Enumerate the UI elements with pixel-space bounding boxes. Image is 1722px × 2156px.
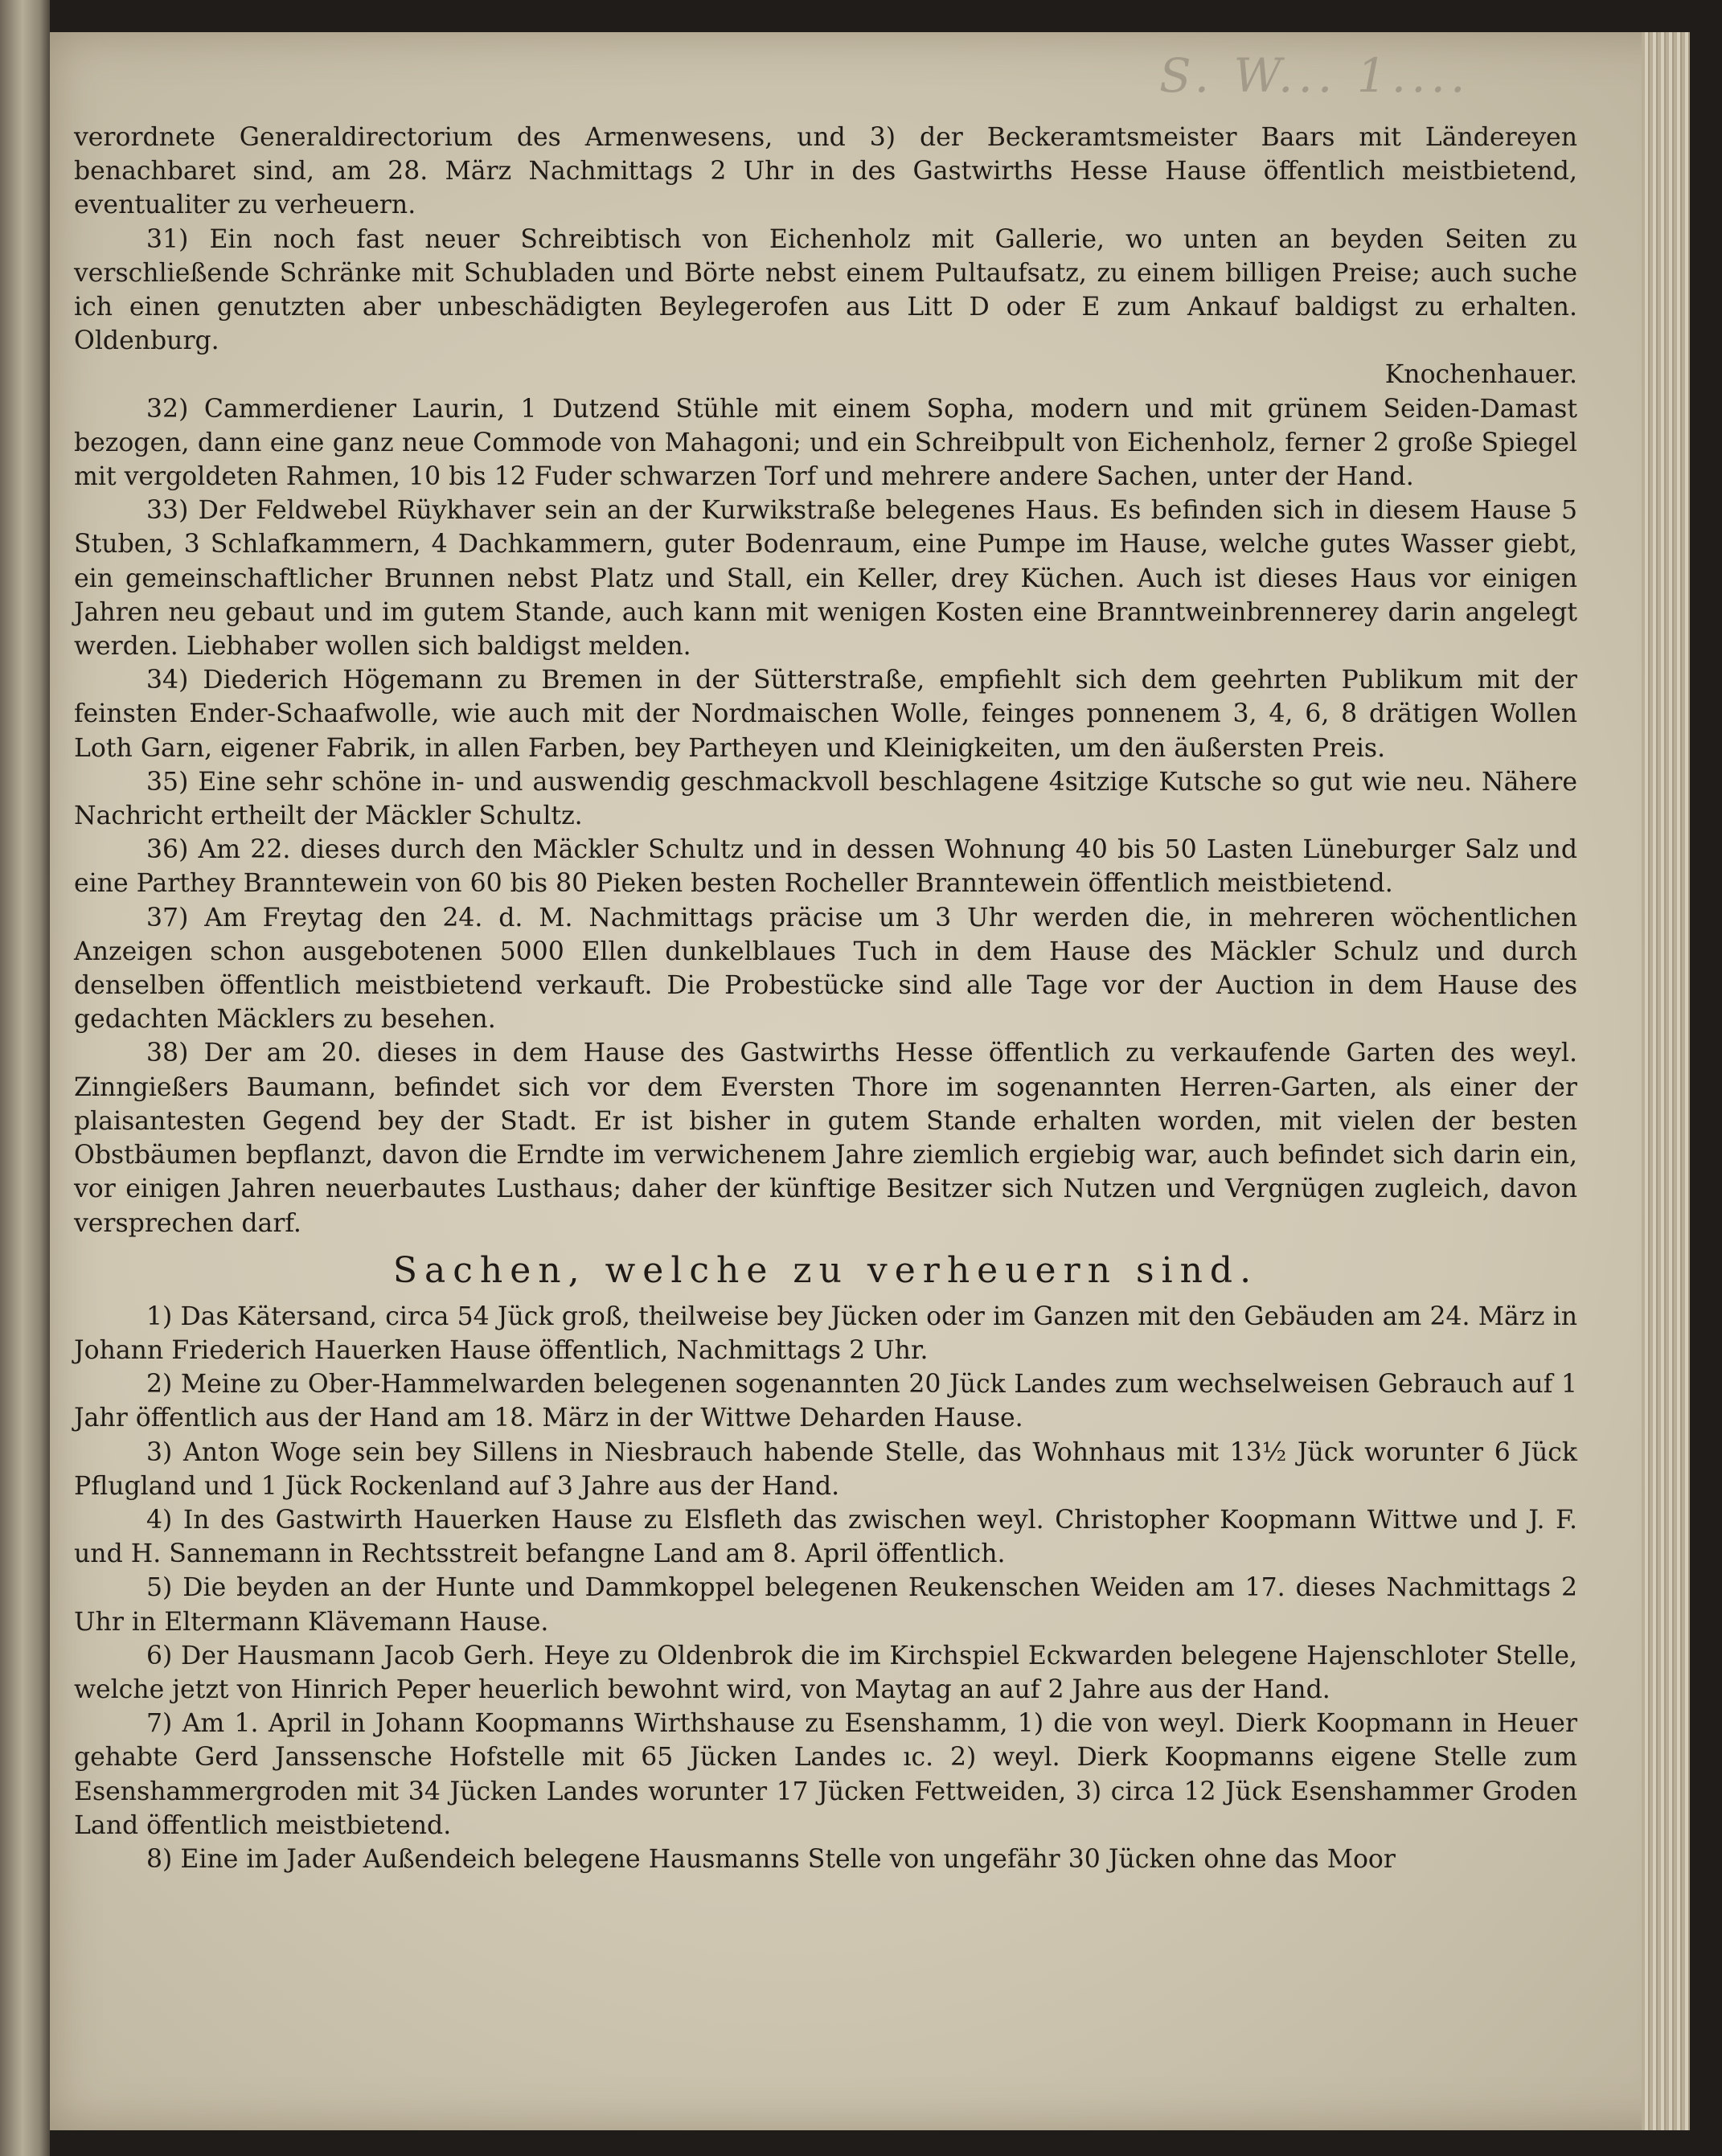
rental-4: 4) In des Gastwirth Hauerken Hause zu Elsfleth das zwischen weyl. Christopher Koopmann Wittwe und J. F. und H. Sannemann in Rechtsstreit befangne Land am 8. April öffentlich. [74,1505,1577,1569]
rental-5: 5) Die beyden an der Hunte und Dammkoppel belegenen Reukenschen Weiden am 17. dieses Nachmittags 2 Uhr in Eltermann Klävemann Hause. [74,1573,1577,1637]
rental-8: 8) Eine im Jader Außendeich belegene Hausmanns Stelle von ungefähr 30 Jücken ohne das Moor [146,1844,1396,1874]
notice-36: 36) Am 22. dieses durch den Mäckler Schultz und in dessen Wohnung 40 bis 50 Lasten Lüneburger Salz und eine Parthey Branntewein von 60 bis 80 Pieken besten Rocheller Branntewein öffentlich meistbietend. [74,835,1577,899]
section-heading: Sachen, welche zu verheuern sind. [392,1249,1259,1291]
notice-32: 32) Cammerdiener Laurin, 1 Dutzend Stühle mit einem Sopha, modern und mit grünem Seiden-Damast bezogen, dann eine ganz neue Commode von Mahagoni; und ein Schreibpult von Eichenholz, ferner 2 große Spiegel mit vergoldeten Rahmen, 10 bis 12 Fuder schwarzen Torf und mehrere andere Sachen, unter der Hand. [74,394,1577,492]
notice-31-signature: Knochenhauer. [1384,360,1577,390]
notice-37: 37) Am Freytag den 24. d. M. Nachmittags präcise um 3 Uhr werden die, in mehreren wöchentlichen Anzeigen schon ausgebotenen 5000 Ellen dunkelblaues Tuch in dem Hause des Mäckler Schulz und durch denselben öffentlich meistbietend verkauft. Die Probestücke sind alle Tage vor der Auction in dem Hause des gedachten Mäcklers zu besehen. [74,903,1577,1035]
notice-31: 31) Ein noch fast neuer Schreibtisch von Eichenholz mit Gallerie, wo unten an beyden Seiten zu verschließende Schränke mit Schubladen und Börte nebst einem Pultaufsatz, zu einem billigen Preise; auch suche ich einen genutzten aber unbeschädigten Beylegerofen aus Litt D oder E zum Ankauf baldigst zu erhalten. Oldenburg. [74,224,1577,356]
rental-1: 1) Das Kätersand, circa 54 Jück groß, theilweise bey Jücken oder im Ganzen mit den Gebäuden am 24. März in Johann Friederich Hauerken Hause öffentlich, Nachmittags 2 Uhr. [74,1301,1577,1365]
rental-6: 6) Der Hausmann Jacob Gerh. Heye zu Oldenbrok die im Kirchspiel Eckwarden belegene Hajenschloter Stelle, welche jetzt von Hinrich Peper heuerlich bewohnt wird, von Maytag an auf 2 Jahre aus der Hand. [74,1641,1577,1704]
rental-7: 7) Am 1. April in Johann Koopmanns Wirthshause zu Esenshamm, 1) die von weyl. Dierk Koopmann in Heuer gehabte Gerd Janssensche Hofstelle mit 65 Jücken Landes ıc. 2) weyl. Dierk Koopmanns eigene Stelle zum Esenshammergroden mit 34 Jücken Landes worunter 17 Jücken Fettweiden, 3) circa 12 Jück Esenshammer Groden Land öffentlich meistbietend. [74,1709,1577,1840]
facing-page-edge [0,0,50,2156]
rental-3: 3) Anton Woge sein bey Sillens in Niesbrauch habende Stelle, das Wohnhaus mit 13½ Jück worunter 6 Jück Pflugland und 1 Jück Rockenland auf 3 Jahre aus der Hand. [74,1437,1577,1501]
notice-33: 33) Der Feldwebel Rüykhaver sein an der Kurwikstraße belegenes Haus. Es befinden sich in diesem Hause 5 Stuben, 3 Schlafkammern, 4 Dachkammern, guter Bodenraum, eine Pumpe im Hause, welche gutes Wasser giebt, ein gemeinschaftlicher Brunnen nebst Platz und Stall, ein Keller, drey Küchen. Auch ist dieses Haus vor einigen Jahren neu gebaut und im gutem Stande, auch kann mit wenigen Kosten eine Branntweinbrennerey darin angelegt werden. Liebhaber wollen sich baldigst melden. [74,496,1577,662]
notice-38: 38) Der am 20. dieses in dem Hause des Gastwirths Hesse öffentlich zu verkaufende Garten des weyl. Zinngießers Baumann, befindet sich vor dem Eversten Thore im sogenannten Herren-Garten, als einer der plaisantesten Gegend bey der Stadt. Er ist bisher in gutem Stande erhalten worden, mit vielen der besten Obstbäumen bepflanzt, davon die Erndte im verwichenem Jahre ziemlich ergiebig war, auch befindet sich darin ein, vor einigen Jahren neuerbautes Lusthaus; daher der künftige Besitzer sich Nutzen und Vergnügen zugleich, davon versprechen darf. [74,1039,1577,1238]
handwritten-note: S. W... 1.... [1159,48,1470,103]
page-stack-edge [1642,32,1690,2130]
rental-2: 2) Meine zu Ober-Hammelwarden belegenen sogenannten 20 Jück Landes zum wechselweisen Gebrauch auf 1 Jahr öffentlich aus der Hand am 18. März in der Wittwe Deharden Hause. [74,1370,1577,1433]
page-text [74,121,1577,1876]
paragraph-continuation: verordnete Generaldirectorium des Armenwesens, und 3) der Beckeramtsmeister Baars mit Ländereyen benachbaret sind, am 28. März Nachmittags 2 Uhr in des Gastwirths Hesse Hause öffentlich meistbietend, eventualiter zu verheuern. [74,123,1577,220]
notice-35: 35) Eine sehr schöne in- und auswendig geschmackvoll beschlagene 4sitzige Kutsche so gut wie neu. Nähere Nachricht ertheilt der Mäckler Schultz. [74,767,1577,831]
notice-34: 34) Diederich Högemann zu Bremen in der Sütterstraße, empfiehlt sich dem geehrten Publikum mit der feinsten Ender-Schaafwolle, wie auch mit der Nordmaischen Wolle, feinges ponnenem 3, 4, 6, 8 drätigen Wollen Loth Garn, eigener Fabrik, in allen Farben, bey Partheyen und Kleinigkeiten, um den äußersten Preis. [74,666,1577,763]
